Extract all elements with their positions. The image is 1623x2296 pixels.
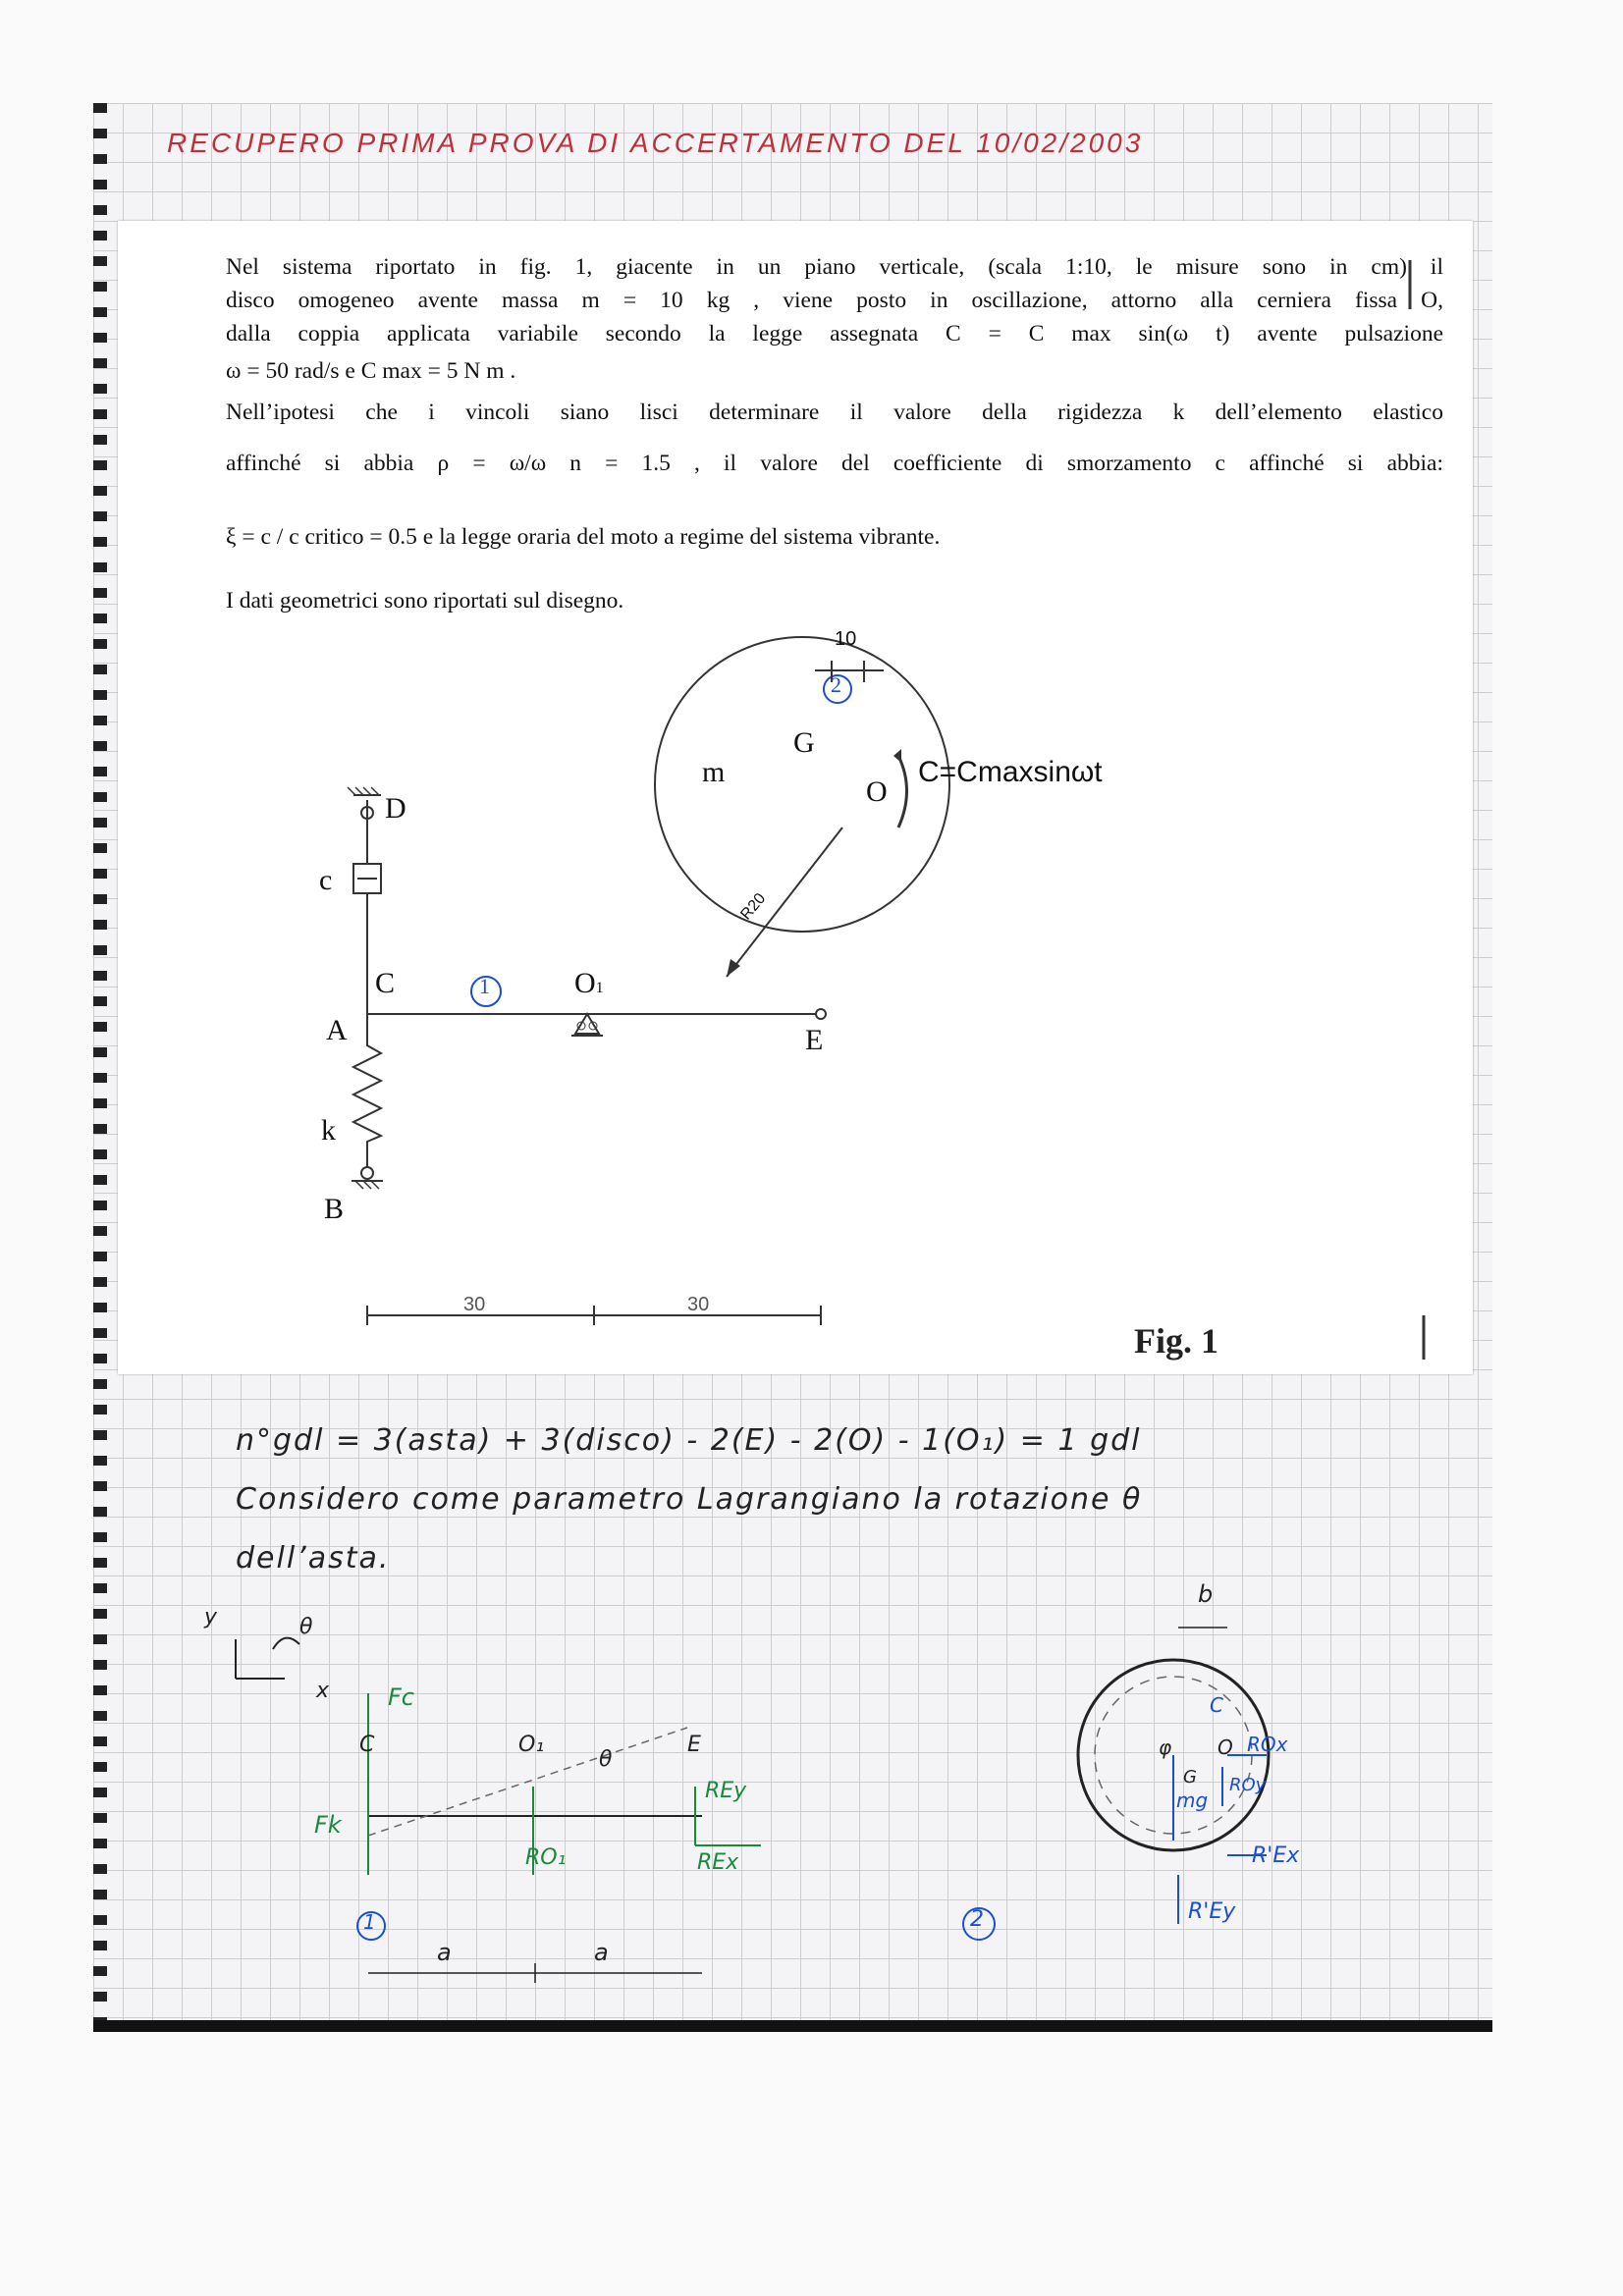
sketch-cc: C [1210, 1693, 1223, 1717]
sketch-mg: mg [1176, 1789, 1209, 1812]
sketch-x: x [316, 1679, 330, 1703]
sketch-rex: REx [697, 1850, 739, 1875]
problem-line-7: ξ = c / c critico = 0.5 e la legge oraria del moto a regime del sistema vibrante. [226, 524, 941, 550]
label-c: C [375, 967, 396, 999]
problem-line-3: dalla coppia applicata variabile secondo la legge assegnata C = C max sin(ω t) avente pulsazione [226, 321, 1443, 347]
sketch-phi: φ [1159, 1735, 1172, 1759]
label-dim-top: 10 [835, 628, 857, 650]
label-b: B [324, 1193, 345, 1225]
sketch-b: b [1198, 1580, 1214, 1608]
notes-line-1: n°gdl = 3(asta) + 3(disco) - 2(E) - 2(O) - 1(O₁) = 1 gdl [236, 1423, 1142, 1458]
sketch-a2: a [594, 1939, 609, 1966]
label-torque: C=Cmaxsinωt [918, 756, 1103, 788]
sketch-theta-axis: θ [299, 1615, 313, 1639]
sketch-roy: ROy [1229, 1775, 1267, 1795]
label-dim-left: 30 [463, 1294, 486, 1315]
problem-line-2: disco omogeneo avente massa m = 10 kg , viene posto in oscillazione, attorno alla cerniera fissa O, [226, 288, 1443, 313]
label-dim-right: 30 [687, 1294, 710, 1315]
sketch-rey2: R'Ey [1188, 1899, 1236, 1924]
label-a: A [326, 1014, 348, 1046]
label-e: E [805, 1024, 824, 1056]
sketch-g: G [1183, 1767, 1197, 1788]
figure-caption: Fig. 1 [1134, 1321, 1218, 1361]
problem-line-1: Nel sistema riportato in fig. 1, giacente in un piano verticale, (scala 1:10, le misure sono in cm) il [226, 254, 1443, 280]
label-d: D [385, 792, 406, 825]
label-k: k [321, 1114, 336, 1147]
sketch-one: 1 [363, 1910, 376, 1934]
label-o: O [866, 775, 888, 808]
sketch-c: C [359, 1733, 375, 1757]
sketch-y: y [204, 1605, 218, 1629]
problem-line-5: Nell’ipotesi che i vincoli siano lisci determinare il valore della rigidezza k dell’elemento elastico [226, 400, 1443, 425]
problem-line-4: ω = 50 rad/s e C max = 5 N m . [226, 358, 516, 384]
sketch-rox: ROx [1247, 1733, 1288, 1756]
sketch-rey: REy [705, 1779, 747, 1803]
sketch-e: E [687, 1733, 701, 1757]
theta-arrow [273, 1638, 299, 1649]
label-m: m [702, 756, 726, 788]
sketch-ro1: RO₁ [525, 1845, 567, 1870]
problem-line-8: I dati geometrici sono riportati sul disegno. [226, 588, 624, 614]
label-o1: O1 [574, 967, 604, 999]
label-g: G [793, 726, 815, 759]
sketch-o1: O₁ [518, 1733, 545, 1757]
page-title: RECUPERO PRIMA PROVA DI ACCERTAMENTO DEL 10/02/2003 [167, 128, 1144, 158]
sketch-two: 2 [970, 1907, 984, 1932]
label-c-damper: c [319, 864, 333, 896]
label-disc-2: 2 [831, 672, 841, 697]
sketch-a1: a [437, 1939, 452, 1966]
sketch-rex2: R'Ex [1252, 1843, 1300, 1868]
label-radius: R20 [737, 889, 770, 924]
sketch-o: O [1217, 1735, 1233, 1759]
sketch-fc: Fc [388, 1683, 414, 1711]
notes-line-3: dell’asta. [236, 1541, 391, 1575]
sketch-theta: θ [599, 1747, 613, 1772]
sketch-fk: Fk [314, 1811, 342, 1839]
notes-line-2: Considero come parametro Lagrangiano la rotazione θ [236, 1482, 1143, 1517]
label-link-1: 1 [479, 974, 490, 998]
problem-line-6: affinché si abbia ρ = ω/ω n = 1.5 , il valore del coefficiente di smorzamento c affinché si abbia: [226, 451, 1443, 476]
